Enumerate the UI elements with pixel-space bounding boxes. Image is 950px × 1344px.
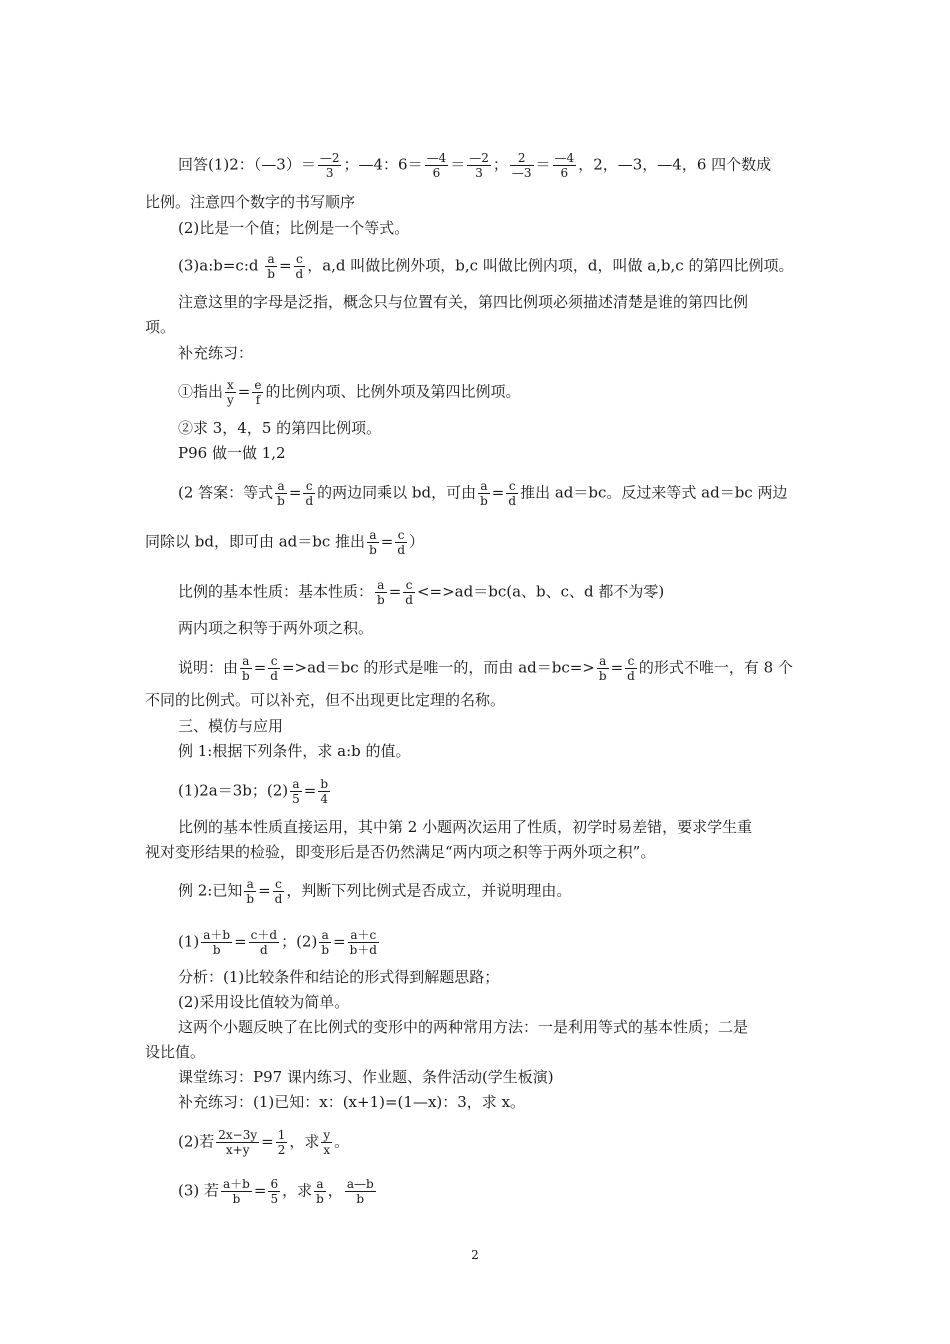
fraction-c-d [506, 479, 518, 508]
fraction-c-d [294, 252, 306, 281]
text: ； [492, 155, 508, 174]
text: (3)a:b=c:d [178, 256, 259, 275]
numerator: a＋b [223, 1177, 250, 1191]
text: ，判断下列比例式是否成立，并说明理由。 [286, 881, 572, 900]
numerator: e [254, 378, 262, 392]
paragraph-line: (2)采用设比值较为简单。 [178, 993, 350, 1011]
text: (2)若 [178, 1132, 215, 1151]
text: 。 [334, 1132, 350, 1151]
denominator: d [305, 494, 314, 508]
denominator: d [508, 494, 517, 508]
paragraph-line: 例 1:根据下列条件，求 a:b 的值。 [178, 742, 411, 760]
denominator: 3 [467, 165, 491, 180]
denominator: 5 [292, 792, 300, 806]
numerator: a [292, 777, 300, 791]
numerator: x [227, 378, 234, 392]
numerator: c [405, 578, 413, 592]
denominator: b [321, 943, 330, 957]
answer-2-line: (2 答案：等式 $\frac{a}{b}$ = $\frac{c}{d}$ 的两边同乘以 bd，可由 $\frac{a}{b}$ = $\frac{c}{d}$ 推出 ad＝bc。反过来等式 ad＝bc 两边 [178, 479, 788, 508]
denominator: f [252, 392, 263, 407]
denominator: d [627, 669, 635, 683]
numerator: a [277, 479, 285, 493]
answer-2-line-cont: 同除以 bd，即可由 ad＝bc 推出 $\frac{a}{b}$ = $\frac{c}{d}$ ） [145, 528, 425, 557]
example-2-items: (1) $\frac{a+b}{b}$ = $\frac{c+d}{d}$ ；(2) $\frac{a}{b}$ = $\frac{a+c}{b+d}$ [178, 928, 377, 957]
denominator: b [598, 669, 607, 683]
exercise-2-line: (2)若 $\frac{2x-3y}{x+y}$ = $\frac{1}{2}$ ，求 $\frac{y}{x}$ 。 [178, 1128, 350, 1157]
text: (3) 若 [178, 1181, 220, 1200]
numerator: —4 [554, 151, 575, 165]
page-number: 2 [471, 1248, 479, 1262]
exercise-1: ①指出 $\frac{x}{y}$ = $\frac{e}{f}$ 的比例内项、比例外项及第四比例项。 [178, 378, 521, 407]
numerator: a [480, 479, 488, 493]
numerator: a [599, 654, 607, 668]
denominator: b [221, 1191, 252, 1206]
paragraph-line: 项。 [145, 318, 176, 336]
paragraph-line: 分析：(1)比较条件和结论的形式得到解题思路； [178, 968, 500, 986]
denominator: b [246, 892, 255, 906]
denominator: b [242, 669, 250, 683]
fraction-a-b [265, 252, 277, 281]
fraction-x-y [225, 378, 236, 407]
paragraph-line: 这两个小题反映了在比例式的变形中的两种常用方法：一是利用等式的基本性质；二是 [178, 1018, 749, 1036]
fraction [425, 151, 449, 180]
text: =>ad＝bc 的形式是唯一的，而由 ad＝bc=> [281, 658, 595, 677]
numerator: c [305, 479, 313, 493]
fraction-a-b [478, 479, 490, 508]
fraction-cpd-d [249, 928, 279, 957]
denominator: 2 [277, 1143, 286, 1157]
numerator: a—b [346, 1177, 374, 1191]
paragraph-line: 比例。注意四个数字的书写顺序 [145, 193, 356, 211]
paragraph-line: 课堂练习：P97 课内练习、作业题、条件活动(学生板演) [178, 1068, 554, 1086]
text: ，求 [282, 1181, 313, 1200]
fraction-c-d [403, 578, 415, 607]
text: ＝ [535, 155, 551, 174]
text: (1)2a＝3b；(2) [178, 781, 289, 800]
denominator: b [345, 1191, 376, 1206]
example-2-line: 例 2:已知 $\frac{a}{b}$ = $\frac{c}{d}$ ，判断下列比例式是否成立，并说明理由。 [178, 877, 572, 906]
fraction [318, 151, 342, 180]
fraction-apc-bpd [348, 928, 379, 957]
section-heading: 三、模仿与应用 [178, 717, 284, 735]
text: ＝ [450, 155, 466, 174]
denominator: 6 [553, 165, 577, 180]
explanation-line: 说明：由 $\frac{a}{b}$ = $\frac{c}{d}$ =>ad＝bc 的形式是唯一的，而由 ad＝bc=> $\frac{a}{b}$ = $\frac{c}{d}$ 的形式不唯一，有 8 个 [178, 654, 793, 683]
fraction-a-b [240, 654, 252, 683]
paragraph-line: 补充练习： [178, 344, 254, 362]
text: ，a,d 叫做比例外项，b,c 叫做比例内项，d，叫做 a,b,c 的第四比例项。 [307, 256, 794, 275]
denominator: —3 [511, 166, 532, 180]
denominator: b [369, 543, 377, 557]
paragraph-line: P96 做一做 1,2 [178, 444, 286, 462]
fraction-a-b [275, 479, 287, 508]
numerator: b [320, 777, 329, 791]
numerator: —2 [319, 151, 340, 165]
numerator: a [242, 654, 250, 668]
denominator: d [270, 669, 278, 683]
answer-line-1 [178, 151, 815, 180]
answer-line-3: (3)a:b=c:d $\frac{a}{b}$ = $\frac{c}{d}$ ，a,d 叫做比例外项，b,c 叫做比例内项，d，叫做 a,b,c 的第四比例项。 [178, 252, 794, 281]
text: 推出 ad＝bc。反过来等式 ad＝bc 两边 [520, 483, 788, 502]
text: 的形式不唯一，有 8 个 [638, 658, 793, 677]
numerator: —4 [426, 151, 447, 165]
denominator: d [405, 593, 413, 607]
example-1-conditions: (1)2a＝3b；(2) $\frac{a}{5}$ = $\frac{b}{4}$ [178, 777, 329, 806]
text: ，2，—3，—4，6 四个数成 [578, 155, 772, 174]
fraction [510, 151, 534, 180]
fraction-c-d [273, 877, 285, 906]
denominator: d [274, 892, 283, 906]
denominator: y [227, 393, 234, 407]
text: ， [327, 1181, 343, 1200]
fraction-2x3y-xpy [216, 1128, 259, 1157]
paragraph-line: 两内项之积等于两外项之积。 [178, 619, 374, 637]
numerator: c [275, 877, 282, 891]
fraction-e-f [252, 378, 263, 407]
numerator: c [627, 654, 635, 668]
text: 例 2:已知 [178, 881, 243, 900]
fraction-y-x [321, 1128, 332, 1157]
fraction [553, 151, 577, 180]
text: ；—4：6＝ [343, 155, 423, 174]
numerator: y [323, 1128, 331, 1142]
numerator: a [321, 928, 329, 942]
text: 比例的基本性质：基本性质： [178, 582, 374, 601]
text: (1) [178, 932, 200, 951]
numerator: 6 [270, 1177, 279, 1191]
numerator: c [270, 654, 278, 668]
denominator: 5 [270, 1192, 279, 1206]
denominator: b [267, 267, 275, 281]
paragraph-line: (2)比是一个值；比例是一个等式。 [178, 219, 410, 237]
fraction-amb-b [345, 1177, 376, 1206]
paragraph-line: 补充练习：(1)已知：x：(x+1)=(1—x)：3，求 x。 [178, 1093, 526, 1111]
fraction-a-b [375, 578, 387, 607]
fraction-c-d [625, 654, 637, 683]
denominator: 4 [318, 791, 330, 806]
numerator: 2x−3y [218, 1128, 258, 1142]
paragraph-line: 不同的比例式。可以补充，但不出现更比定理的名称。 [145, 691, 506, 709]
text: 的比例内项、比例外项及第四比例项。 [265, 382, 521, 401]
fraction-a-b [597, 654, 609, 683]
denominator: x [323, 1143, 331, 1157]
denominator: b [201, 942, 232, 957]
numerator: 1 [277, 1128, 286, 1142]
numerator: c＋d [250, 928, 278, 942]
fraction-1-2 [276, 1128, 288, 1157]
text: 回答(1)2：（—3）＝ [178, 155, 316, 174]
denominator: d [397, 543, 406, 557]
fraction [467, 151, 491, 180]
numerator: c [397, 528, 405, 542]
text: <=>ad＝bc(a、b、c、d 都不为零) [416, 582, 665, 601]
paragraph-line: 注意这里的字母是泛指，概念只与位置有关，第四比例项必须描述清楚是谁的第四比例 [178, 293, 749, 311]
paragraph-line: 视对变形结果的检验，即变形后是否仍然满足“两内项之积等于两外项之积”。 [145, 843, 656, 861]
denominator: b [377, 593, 385, 607]
fraction-apb-b [201, 928, 232, 957]
numerator: c [296, 252, 303, 266]
numerator: a [316, 1177, 324, 1191]
fraction-6-5 [268, 1177, 280, 1206]
fraction-c-d [268, 654, 280, 683]
text: ①指出 [178, 382, 224, 401]
denominator: b＋d [349, 943, 377, 957]
basic-property-line: 比例的基本性质：基本性质： $\frac{a}{b}$ = $\frac{c}{d}$ <=>ad＝bc(a、b、c、d 都不为零) [178, 578, 665, 607]
paragraph-line: 设比值。 [145, 1043, 206, 1061]
fraction-a-b [244, 877, 256, 906]
numerator: a [377, 578, 385, 592]
text: 同除以 bd，即可由 ad＝bc 推出 [145, 532, 366, 551]
numerator: a [267, 252, 275, 266]
fraction-b-4 [318, 777, 330, 806]
denominator: b [480, 494, 488, 508]
fraction-a-b [314, 1177, 326, 1206]
exercise-3-line: (3) 若 $\frac{a+b}{b}$ = $\frac{6}{5}$ ，求 $\frac{a}{b}$ ， $\frac{a—b}{b}$ [178, 1177, 374, 1206]
fraction-apb-b [221, 1177, 252, 1206]
text: 说明：由 [178, 658, 239, 677]
numerator: a [369, 528, 377, 542]
denominator: b [316, 1192, 324, 1206]
numerator: 2 [517, 151, 526, 165]
text: 的两边同乘以 bd，可由 [317, 483, 477, 502]
denominator: x+y [216, 1142, 259, 1157]
numerator: —2 [469, 151, 489, 165]
numerator: a＋b [203, 928, 231, 942]
denominator: 6 [425, 165, 449, 180]
paragraph-line: ②求 3，4，5 的第四比例项。 [178, 419, 382, 437]
denominator: d [295, 267, 304, 281]
text: ，求 [289, 1132, 320, 1151]
text: (2 答案：等式 [178, 483, 274, 502]
numerator: c [508, 479, 516, 493]
numerator: a [246, 877, 254, 891]
paragraph-line: 比例的基本性质直接运用，其中第 2 小题两次运用了性质，初学时易差错，要求学生重 [178, 818, 753, 836]
fraction-c-d [395, 528, 407, 557]
denominator: 3 [318, 165, 342, 180]
text: ；(2) [281, 932, 318, 951]
text: ） [409, 532, 425, 551]
fraction-a-b [367, 528, 379, 557]
denominator: b [277, 494, 285, 508]
denominator: d [249, 942, 279, 957]
numerator: a＋c [350, 928, 377, 942]
fraction-c-d [303, 479, 315, 508]
fraction-a-b [319, 928, 331, 957]
fraction-a-5 [290, 777, 302, 806]
